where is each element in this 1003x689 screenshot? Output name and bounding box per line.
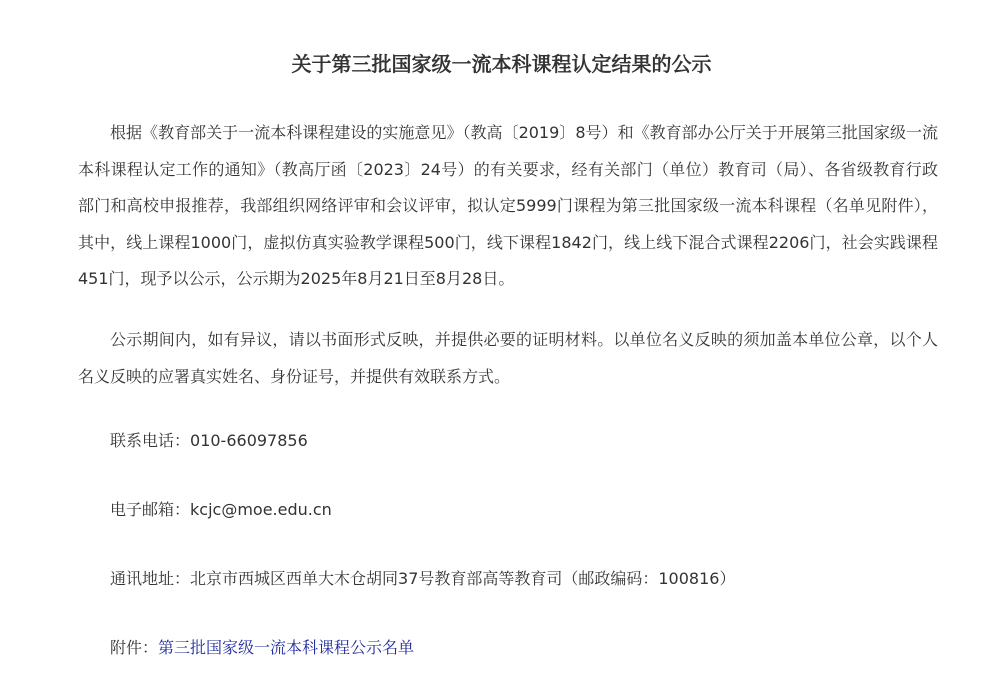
notice-paragraph-main: 根据《教育部关于一流本科课程建设的实施意见》（教高〔2019〕8号）和《教育部办公厅关于开展第三批国家级一流本科课程认定工作的通知》（教高厅函〔2023〕24号）的有关要求，经有关部门（单位）教育司（局）、各省级教育行政部门和高校申报推荐，我部组织网络评审和会议评审，拟认定5999门课程为第三批国家级一流本科课程（名单见附件），其中，线上课程1000门，虚拟仿真实验教学课程500门，线下课程1842门，线上线下混合式课程2206门，社会实践课程451门，现予以公示，公示期为2025年8月21日至8月28日。	[78, 123, 938, 288]
attachment-link[interactable]: 第三批国家级一流本科课程公示名单	[158, 638, 415, 657]
contact-phone-label: 联系电话：	[110, 431, 191, 450]
contact-email-value: kcjc@moe.edu.cn	[190, 500, 332, 519]
notice-paragraph-objection: 公示期间内，如有异议，请以书面形式反映，并提供必要的证明材料。以单位名义反映的须加盖本单位公章，以个人名义反映的应署真实姓名、身份证号，并提供有效联系方式。	[78, 330, 938, 386]
contact-phone-value: 010-66097856	[190, 431, 308, 450]
attachment-line	[110, 636, 414, 660]
contact-address	[110, 567, 735, 591]
contact-address-label: 通讯地址：	[110, 569, 191, 588]
contact-email-label: 电子邮箱：	[110, 500, 191, 519]
page-title: 关于第三批国家级一流本科课程认定结果的公示	[291, 52, 712, 76]
contact-email	[110, 498, 332, 522]
contact-address-value: 北京市西城区西单大木仓胡同37号教育部高等教育司（邮政编码：100816）	[190, 569, 736, 588]
contact-phone	[110, 429, 308, 453]
attachment-label: 附件：	[110, 638, 159, 657]
